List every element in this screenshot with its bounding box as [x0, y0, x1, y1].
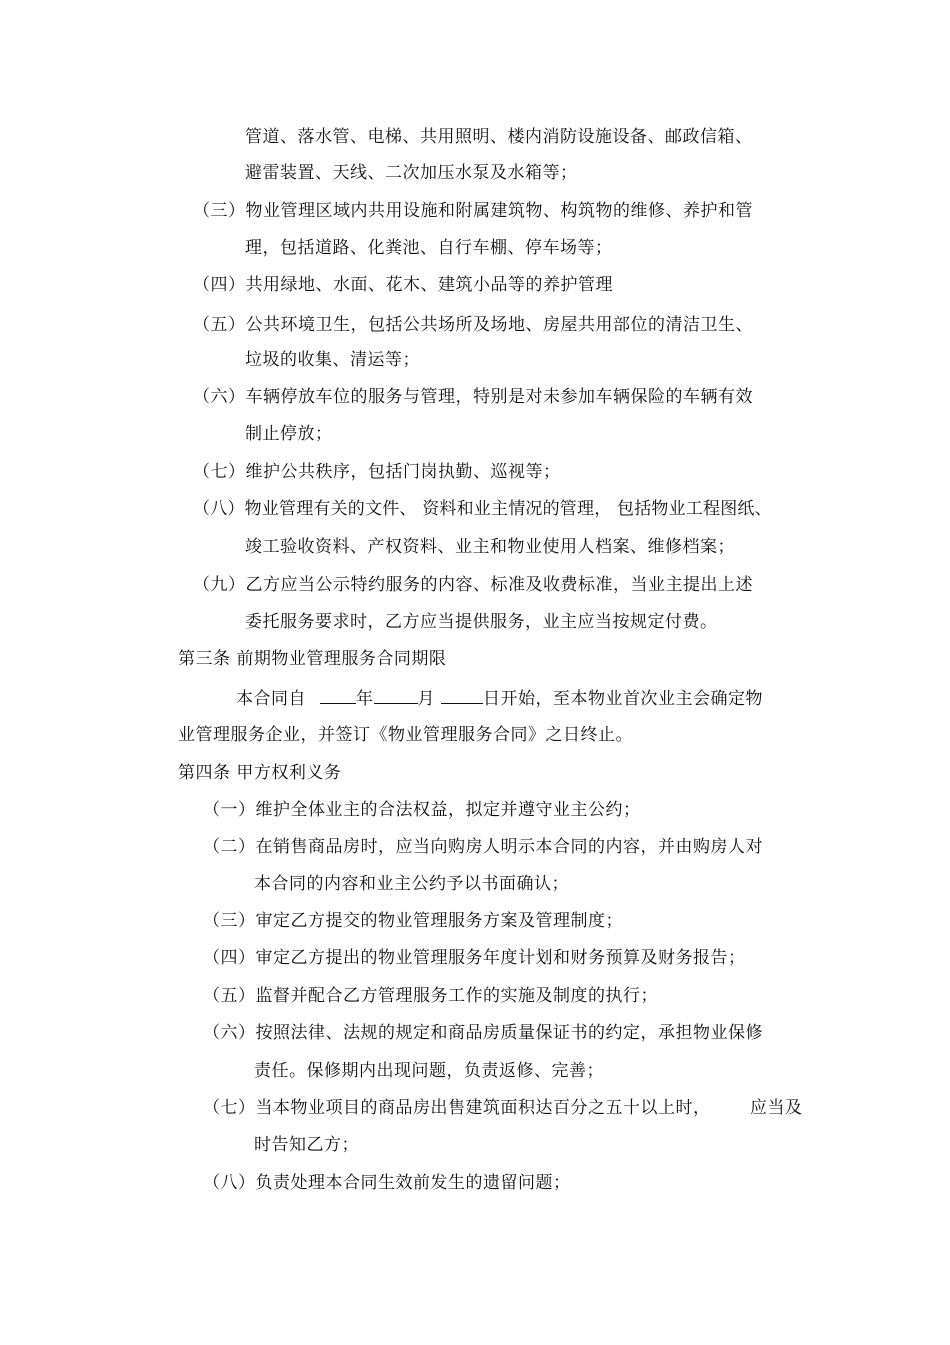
section2-item5-line1: （五）公共环境卫生，包括公共场所及场地、房屋共用部位的清洁卫生、 — [193, 315, 753, 335]
article4-heading: 第四条 甲方权利义务 — [178, 763, 342, 783]
month-label: 月 — [417, 689, 435, 709]
article3-start-text: 本合同自 — [236, 689, 306, 709]
article4-item7-line2: 时告知乙方； — [254, 1135, 359, 1155]
day-blank — [441, 687, 483, 704]
section2-item8-line1: （八）物业管理有关的文件、 资料和业主情况的管理， 包括物业工程图纸、 — [193, 499, 772, 519]
article3-paragraph-line2: 业管理服务企业，并签订《物业管理服务合同》之日终止。 — [178, 725, 633, 745]
section2-item5-line2: 垃圾的收集、清运等； — [245, 350, 420, 370]
article4-item7-line1: （七）当本物业项目的商品房出售建筑面积达百分之五十以上时， — [203, 1098, 711, 1118]
year-blank — [320, 687, 356, 704]
item2-continuation-line2: 避雷装置、天线、二次加压水泵及水箱等； — [245, 163, 578, 183]
article4-item3: （三）审定乙方提交的物业管理服务方案及管理制度； — [203, 911, 623, 931]
month-blank — [374, 687, 418, 704]
article4-item2-line1: （二）在销售商品房时，应当向购房人明示本合同的内容，并由购房人对 — [203, 837, 763, 857]
article3-heading: 第三条 前期物业管理服务合同期限 — [178, 649, 447, 669]
article4-item1: （一）维护全体业主的合法权益，拟定并遵守业主公约； — [203, 800, 641, 820]
section2-item3-line2: 理，包括道路、化粪池、自行车棚、停车场等； — [245, 238, 613, 258]
article4-item7-line1-tail: 应当及 — [750, 1098, 803, 1118]
article4-item5: （五）监督并配合乙方管理服务工作的实施及制度的执行； — [203, 986, 658, 1006]
section2-item7: （七）维护公共秩序，包括门岗执勤、巡视等； — [193, 462, 561, 482]
section2-item6-line2: 制止停放； — [245, 424, 333, 444]
section2-item9-line2: 委托服务要求时，乙方应当提供服务，业主应当按规定付费。 — [245, 612, 718, 632]
day-and-rest-text: 日开始，至本物业首次业主会确定物 — [483, 689, 763, 709]
article4-item4: （四）审定乙方提出的物业管理服务年度计划和财务预算及财务报告； — [203, 948, 746, 968]
section2-item9-line1: （九）乙方应当公示特约服务的内容、标准及收费标准，当业主提出上述 — [193, 575, 753, 595]
article4-item6-line1: （六）按照法律、法规的规定和商品房质量保证书的约定，承担物业保修 — [203, 1023, 763, 1043]
section2-item8-line2: 竣工验收资料、产权资料、业主和物业使用人档案、维修档案； — [245, 537, 735, 557]
article4-item2-line2: 本合同的内容和业主公约予以书面确认； — [254, 874, 569, 894]
article4-item8: （八）负责处理本合同生效前发生的遗留问题； — [203, 1173, 571, 1193]
article4-item6-line2: 责任。保修期内出现问题，负责返修、完善； — [254, 1061, 604, 1081]
item2-continuation-line1: 管道、落水管、电梯、共用照明、楼内消防设施设备、邮政信箱、 — [245, 127, 753, 147]
article3-paragraph-line1 — [236, 687, 763, 710]
year-label: 年 — [356, 689, 374, 709]
section2-item3-line1: （三）物业管理区域内共用设施和附属建筑物、构筑物的维修、养护和管 — [193, 201, 753, 221]
section2-item6-line1: （六）车辆停放车位的服务与管理，特别是对未参加车辆保险的车辆有效 — [193, 387, 753, 407]
section2-item4: （四）共用绿地、水面、花木、建筑小品等的养护管理 — [193, 275, 613, 295]
